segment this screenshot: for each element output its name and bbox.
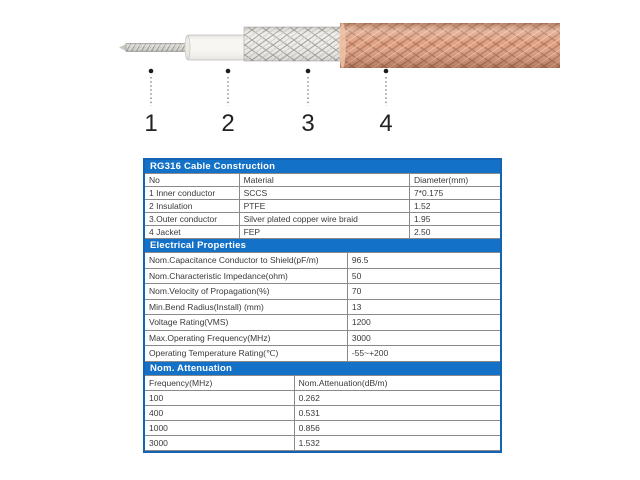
table-row bbox=[145, 390, 500, 405]
attenuation-header-row bbox=[145, 375, 500, 390]
callout-number: 2 bbox=[221, 110, 235, 137]
property-label: Voltage Rating(VMS) bbox=[145, 315, 347, 331]
property-value: 1200 bbox=[347, 315, 500, 331]
table-cell: Silver plated copper wire braid bbox=[239, 213, 409, 226]
table-row bbox=[145, 226, 500, 239]
table-cell: 3000 bbox=[145, 435, 294, 450]
construction-table bbox=[145, 173, 500, 239]
table-cell: 400 bbox=[145, 405, 294, 420]
table-row bbox=[145, 200, 500, 213]
table-cell: 1000 bbox=[145, 420, 294, 435]
jacket-braid-graphic bbox=[339, 23, 560, 68]
table-cell: 3.Outer conductor bbox=[145, 213, 239, 226]
property-value: 3000 bbox=[347, 330, 500, 346]
table-cell: 0.262 bbox=[294, 390, 500, 405]
property-value: 50 bbox=[347, 268, 500, 284]
cable-cutaway-diagram bbox=[0, 0, 640, 150]
table-cell: 100 bbox=[145, 390, 294, 405]
property-label: Nom.Characteristic Impedance(ohm) bbox=[145, 268, 347, 284]
property-label: Min.Bend Radius(Install) (mm) bbox=[145, 299, 347, 315]
property-label: Max.Operating Frequency(MHz) bbox=[145, 330, 347, 346]
callout-dot bbox=[149, 69, 154, 74]
attenuation-table bbox=[145, 375, 500, 451]
table-cell: FEP bbox=[239, 226, 409, 239]
table-cell: PTFE bbox=[239, 200, 409, 213]
table-cell: 7*0.175 bbox=[409, 187, 500, 200]
table-row bbox=[145, 346, 500, 362]
property-label: Nom.Velocity of Propagation(%) bbox=[145, 284, 347, 300]
table-row bbox=[145, 284, 500, 300]
callout-number: 4 bbox=[379, 110, 393, 137]
table-row bbox=[145, 268, 500, 284]
column-header: Diameter(mm) bbox=[409, 174, 500, 187]
callout-dot bbox=[226, 69, 231, 74]
callout-dot bbox=[306, 69, 311, 74]
table-cell: 2 Insulation bbox=[145, 200, 239, 213]
callout-4 bbox=[379, 69, 392, 137]
table-row bbox=[145, 330, 500, 346]
insulation-graphic bbox=[185, 35, 246, 60]
electrical-properties-title: Electrical Properties bbox=[145, 239, 500, 252]
table-row bbox=[145, 405, 500, 420]
column-header: Nom.Attenuation(dB/m) bbox=[294, 375, 500, 390]
table-row bbox=[145, 187, 500, 200]
callout-1 bbox=[144, 69, 157, 137]
property-value: 13 bbox=[347, 299, 500, 315]
property-value: 96.5 bbox=[347, 253, 500, 269]
spec-tables-block bbox=[143, 158, 502, 453]
column-header: Frequency(MHz) bbox=[145, 375, 294, 390]
table-cell: 1.52 bbox=[409, 200, 500, 213]
table-cell: 1 Inner conductor bbox=[145, 187, 239, 200]
callout-2 bbox=[221, 69, 234, 137]
table-row bbox=[145, 435, 500, 450]
column-header: No bbox=[145, 174, 239, 187]
table-row bbox=[145, 299, 500, 315]
property-value: 70 bbox=[347, 284, 500, 300]
property-label: Nom.Capacitance Conductor to Shield(pF/m) bbox=[145, 253, 347, 269]
table-cell: 0.531 bbox=[294, 405, 500, 420]
table-row bbox=[145, 213, 500, 226]
callout-number: 1 bbox=[144, 110, 158, 137]
table-cell: 2.50 bbox=[409, 226, 500, 239]
construction-header-row bbox=[145, 174, 500, 187]
table-cell: 4 Jacket bbox=[145, 226, 239, 239]
property-label: Operating Temperature Rating(℃) bbox=[145, 346, 347, 362]
callout-3 bbox=[301, 69, 314, 137]
attenuation-table-title: Nom. Attenuation bbox=[145, 362, 500, 375]
table-cell: 1.532 bbox=[294, 435, 500, 450]
callout-dot bbox=[384, 69, 389, 74]
table-row bbox=[145, 420, 500, 435]
table-row bbox=[145, 253, 500, 269]
table-cell: 0.856 bbox=[294, 420, 500, 435]
property-value: -55~+200 bbox=[347, 346, 500, 362]
table-cell: 1.95 bbox=[409, 213, 500, 226]
column-header: Material bbox=[239, 174, 409, 187]
table-row bbox=[145, 315, 500, 331]
inner-conductor-graphic bbox=[119, 44, 190, 52]
outer-conductor-braid-graphic bbox=[244, 27, 342, 61]
table-cell: SCCS bbox=[239, 187, 409, 200]
construction-table-title: RG316 Cable Construction bbox=[145, 160, 500, 173]
callout-number: 3 bbox=[301, 110, 315, 137]
electrical-properties-table bbox=[145, 252, 500, 362]
